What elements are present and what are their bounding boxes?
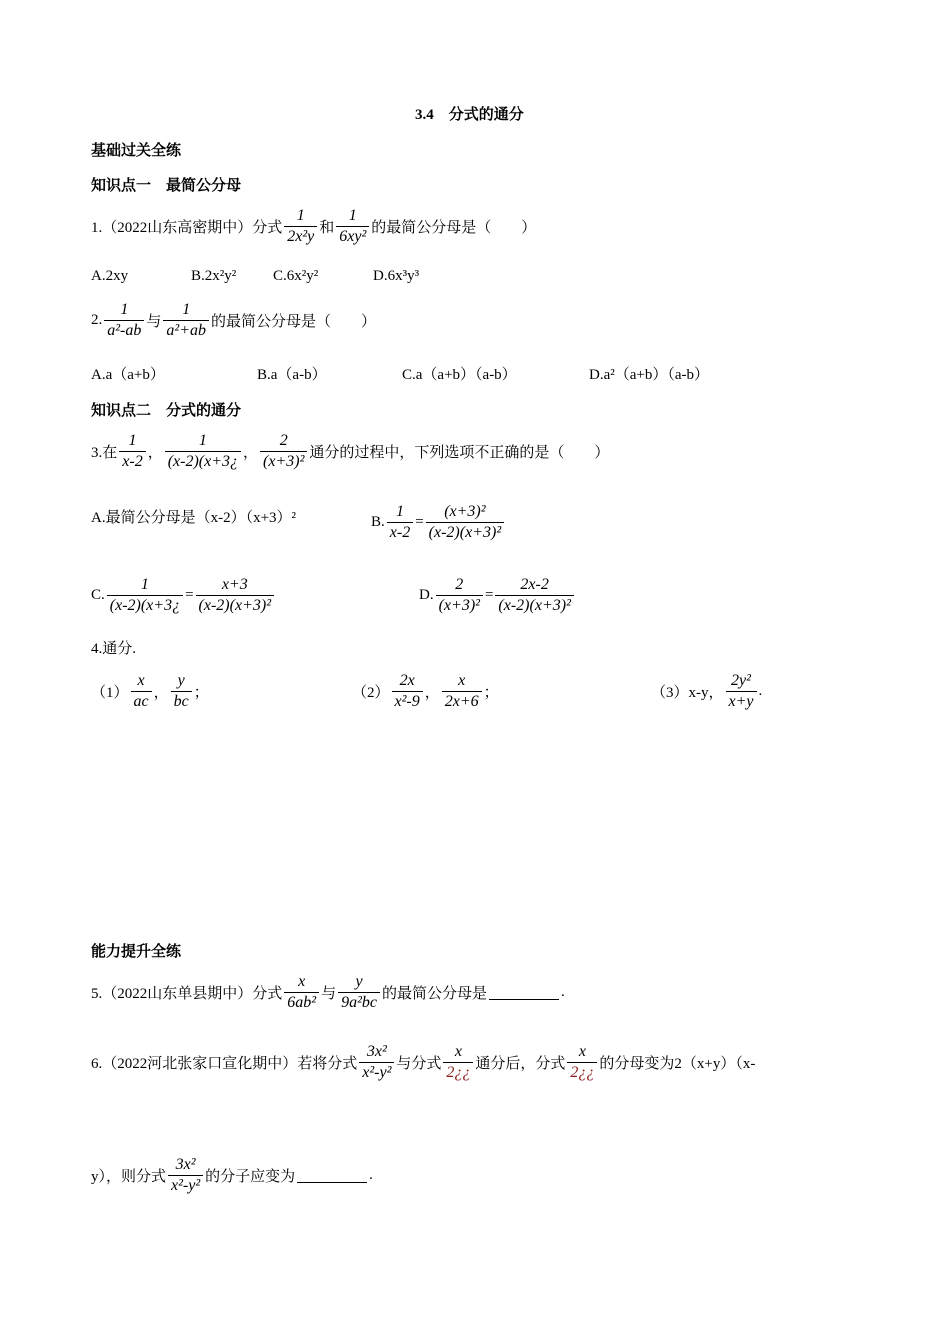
- q3-option-d-left: $\frac{2}{\text{(x+3)²}}$: [436, 575, 483, 616]
- q3-fraction-1: $\frac{1}{x-2}$: [119, 431, 145, 472]
- q6-suffix: 的分母变为2（x+y）（x-: [599, 1056, 756, 1072]
- q3-option-b-label: B.: [371, 514, 385, 530]
- q4-part-2-fraction-2: $\frac{x}{2x+6}$: [442, 671, 482, 712]
- q1-mid: 和: [319, 220, 335, 236]
- q3-option-d-right: $\frac{2x-2}{\text{(x-2)(x+3)²}}$: [495, 575, 573, 616]
- q4-part-1-label: （1）: [91, 685, 129, 701]
- q5-fraction-2: $\frac{y}{\text{9a²bc}}$: [338, 972, 380, 1013]
- q3-option-b: B. $\frac{1}{x-2}$ = $\frac{\text{(x+3)²}}{\text{(x-2)(x+3)²}}$: [371, 502, 506, 543]
- q4-part-3-fraction: $\frac{\text{2y²}}{x+y}$: [726, 671, 757, 712]
- q6-line2-suffix: 的分子应变为: [205, 1169, 296, 1185]
- q4-part-1-fraction-2: $\frac{y}{bc}$: [171, 671, 192, 712]
- q4-part-2: （2） $\frac{2x}{\text{x²-9}}$ ， $\frac{x}{2x+6}$ ；: [352, 672, 499, 710]
- q5-fraction-1: $\frac{x}{\text{6ab²}}$: [284, 972, 319, 1013]
- q2-option-b: B.a（a-b）: [257, 367, 327, 383]
- q1-option-c: C.6x²y²: [273, 268, 319, 284]
- q2-prefix: 2.: [91, 312, 103, 328]
- question-6-line-2: y），则分式 $\frac{\text{3x²}}{\text{x²-y²}}$ 的分子应变为 .: [91, 1156, 373, 1194]
- q6-mid-1: 与分式: [396, 1056, 442, 1072]
- q6-fraction-2: $\frac{x}{2¿¿}$: [443, 1042, 473, 1083]
- question-6-line-1: [91, 1042, 755, 1083]
- section-heading-basic: 基础过关全练: [91, 143, 182, 159]
- q4-part-1: （1） $\frac{x}{ac}$ ， $\frac{y}{bc}$ ；: [91, 672, 209, 710]
- q5-mid: 与: [321, 986, 337, 1002]
- q6-answer-blank[interactable]: [297, 1168, 367, 1183]
- page-title: 3.4 分式的通分: [415, 107, 524, 123]
- question-5: 5.（2022山东单县期中）分式 $\frac{x}{\text{6ab²}}$ 与 $\frac{y}{\text{9a²bc}}$ 的最简公分母是 .: [91, 973, 565, 1011]
- q3-option-b-right: $\frac{\text{(x+3)²}}{\text{(x-2)(x+3)²}}$: [426, 502, 504, 543]
- question-3: 3.在 $\frac{1}{x-2}$ ， $\frac{1}{(x-2)(x+3¿}$ ， $\frac{2}{\text{(x+3)²}}$ 通分的过程中，下列选项不正确的是（ ）: [91, 432, 610, 470]
- q1-suffix: 的最简公分母是（ ）: [371, 220, 537, 236]
- knowledge-point-2: 知识点二 分式的通分: [91, 403, 242, 419]
- q1-option-a: A.2xy: [91, 268, 129, 284]
- q2-suffix: 的最简公分母是（ ）: [210, 314, 376, 330]
- section-heading-advanced: 能力提升全练: [91, 944, 182, 960]
- q3-option-c-label: C.: [91, 587, 105, 603]
- q2-option-a: A.a（a+b）: [91, 367, 165, 383]
- q3-option-c-right: $\frac{x+3}{\text{(x-2)(x+3)²}}$: [196, 575, 274, 616]
- q2-mid: 与: [146, 314, 162, 330]
- q5-suffix: 的最简公分母是: [381, 986, 487, 1002]
- q3-fraction-3: $\frac{2}{\text{(x+3)²}}$: [260, 431, 307, 472]
- question-2: [91, 300, 376, 341]
- q6-line2-prefix: y），则分式: [91, 1169, 167, 1185]
- q6-fraction-3: $\frac{x}{2¿¿}$: [567, 1042, 597, 1083]
- q1-fraction-1: $\frac{1}{\text{2x²y}}$: [284, 206, 317, 247]
- q4-part-3-label: （3）x-y，: [651, 685, 724, 701]
- question-4-stem: 4.通分.: [91, 641, 137, 657]
- q6-fraction-1: $\frac{\text{3x²}}{\text{x²-y²}}$: [359, 1042, 394, 1083]
- knowledge-point-1: 知识点一 最简公分母: [91, 178, 242, 194]
- question-1: [91, 206, 536, 247]
- q6-fraction-4: $\frac{\text{3x²}}{\text{x²-y²}}$: [168, 1155, 203, 1196]
- q1-option-d: D.6x³y³: [373, 268, 420, 284]
- q1-option-b: B.2x²y²: [191, 268, 237, 284]
- q1-fraction-2: $\frac{1}{\text{6xy²}}$: [336, 206, 369, 247]
- q5-prefix: 5.（2022山东单县期中）分式: [91, 986, 283, 1002]
- q2-option-c: C.a（a+b）（a-b）: [402, 367, 517, 383]
- q1-prefix: 1.（2022山东高密期中）分式: [91, 220, 283, 236]
- q3-fraction-2: $\frac{1}{(x-2)(x+3¿}$: [165, 431, 241, 472]
- q4-part-2-label: （2）: [352, 685, 390, 701]
- q3-option-c: C. $\frac{1}{(x-2)(x+3¿}$ = $\frac{x+3}{\text{(x-2)(x+3)²}}$: [91, 575, 276, 616]
- q5-answer-blank[interactable]: [489, 985, 559, 1000]
- q6-mid-2: 通分后，分式: [475, 1056, 566, 1072]
- q2-option-d: D.a²（a+b）（a-b）: [589, 367, 710, 383]
- q4-part-3: （3）x-y， $\frac{\text{2y²}}{x+y}$ .: [651, 672, 763, 710]
- q3-prefix: 3.在: [91, 445, 118, 461]
- q3-option-a: A.最简公分母是（x-2）（x+3）²: [91, 510, 297, 526]
- q4-part-2-fraction-1: $\frac{2x}{\text{x²-9}}$: [392, 671, 423, 712]
- q3-option-d: D. $\frac{2}{\text{(x+3)²}}$ = $\frac{2x-2}{\text{(x-2)(x+3)²}}$: [419, 575, 576, 616]
- q2-fraction-1: $\frac{1}{\text{a²-ab}}$: [104, 300, 144, 341]
- q3-suffix: 通分的过程中，下列选项不正确的是（ ）: [309, 445, 610, 461]
- q4-part-1-fraction-1: $\frac{x}{ac}$: [131, 671, 152, 712]
- q3-option-b-left: $\frac{1}{x-2}$: [387, 502, 413, 543]
- q2-fraction-2: $\frac{1}{\text{a²+ab}}$: [163, 300, 209, 341]
- q3-option-d-label: D.: [419, 587, 434, 603]
- q6-prefix: 6.（2022河北张家口宣化期中）若将分式: [91, 1056, 358, 1072]
- q3-option-c-left: $\frac{1}{(x-2)(x+3¿}$: [107, 575, 183, 616]
